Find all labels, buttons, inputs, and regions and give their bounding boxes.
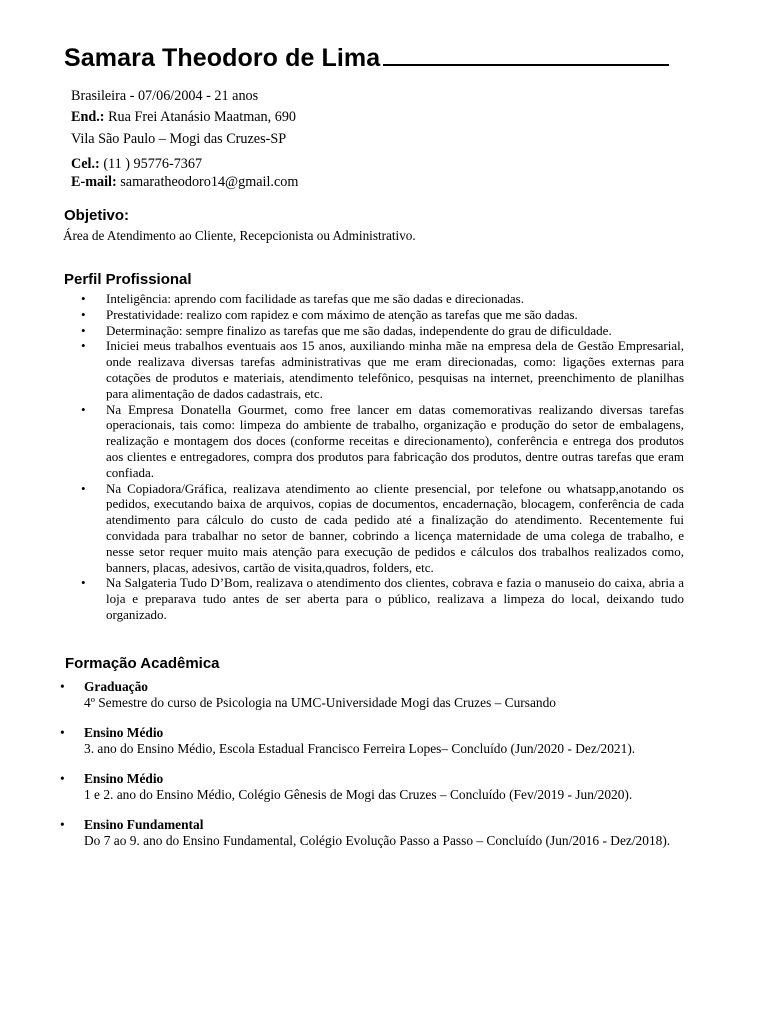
profile-item: • Iniciei meus trabalhos eventuais aos 15 anos, auxiliando minha mãe na empresa dela de Gestão Empresarial, onde realizava diversas tarefas administrativas que me eram direcionadas, como: ligações externas para cotações de produtos e materiais, atendimento telefônico, pesquisas na internet, preenchimento de planilhas para alimentação de dados cadastrais, etc. xyxy=(61,338,684,401)
email-label: E-mail: xyxy=(71,174,117,190)
resume-name-heading xyxy=(64,44,669,73)
bullet-icon: • xyxy=(60,817,65,832)
education-desc: 4º Semestre do curso de Psicologia na UMC-Universidade Mogi das Cruzes – Cursando xyxy=(84,695,557,710)
education-heading: Formação Acadêmica xyxy=(65,655,220,672)
education-title: Ensino Médio xyxy=(84,725,164,740)
name-text: Samara Theodoro de Lima xyxy=(64,44,381,72)
bullet-icon: • xyxy=(60,679,65,694)
address-line xyxy=(71,108,296,126)
address-value: Rua Frei Atanásio Maatman, 690 xyxy=(108,109,297,125)
profile-item: • Na Salgateria Tudo D’Bom, realizava o atendimento dos clientes, cobrava e fazia o manuseio do caixa, abria a loja e preparava tudo antes de ser aberta para o público, realizava a limpeza do local, deixando tudo organizado. xyxy=(61,575,684,622)
profile-item: • Determinação: sempre finalizo as tarefas que me são dadas, independente do grau de dificuldade. xyxy=(61,323,684,339)
education-desc: Do 7 ao 9. ano do Ensino Fundamental, Colégio Evolução Passo a Passo – Concluído (Jun/2016 - Dez/2018). xyxy=(84,833,671,848)
profile-item: • Na Empresa Donatella Gourmet, como free lancer em datas comemorativas realizando diversas tarefas operacionais, tais como: limpeza do ambiente de trabalho, organização e produção do setor de embalagens, realização e montagem dos doces (conforme receitas e direcionamento), conferência e entrega dos produtos aos clientes e entregadores, compra dos produtos para fabricação dos produtos, dentre outras tarefas que eram confiada. xyxy=(61,402,684,481)
bullet-icon: • xyxy=(60,725,65,740)
email-value: samaratheodoro14@gmail.com xyxy=(120,174,299,190)
city-line: Vila São Paulo – Mogi das Cruzes-SP xyxy=(71,131,287,147)
objective-heading: Objetivo: xyxy=(64,207,130,224)
objective-text: Área de Atendimento ao Cliente, Recepcionista ou Administrativo. xyxy=(63,228,416,243)
personal-info-line: Brasileira - 07/06/2004 - 21 anos xyxy=(71,88,259,104)
education-title: Graduação xyxy=(84,679,148,694)
profile-heading: Perfil Profissional xyxy=(64,271,192,288)
education-title: Ensino Médio xyxy=(84,771,164,786)
education-title: Ensino Fundamental xyxy=(84,817,204,832)
education-desc: 1 e 2. ano do Ensino Médio, Colégio Gênesis de Mogi das Cruzes – Concluído (Fev/2019 - Jun/2020). xyxy=(84,787,633,802)
profile-list xyxy=(61,291,684,623)
email-line xyxy=(71,173,298,191)
education-desc: 3. ano do Ensino Médio, Escola Estadual Francisco Ferreira Lopes– Concluído (Jun/2020 - Dez/2021). xyxy=(84,741,636,756)
phone-value: (11 ) 95776-7367 xyxy=(103,156,203,172)
phone-label: Cel.: xyxy=(71,156,100,172)
name-underline xyxy=(383,64,669,66)
profile-item: • Prestatividade: realizo com rapidez e com máximo de atenção as tarefas que me são dadas. xyxy=(61,307,684,323)
bullet-icon: • xyxy=(60,771,65,786)
profile-item: • Na Copiadora/Gráfica, realizava atendimento ao cliente presencial, por telefone ou whatsapp,anotando os pedidos, executando baixa de arquivos, copias de documentos, encadernação, blocagem, conferência de cada atendimento para cálculo do custo de cada pedido até a finalização do atendimento. Recentemente fui convidada para trabalhar no setor de banner, cobrindo a licença maternidade de uma colega de trabalho, e nesse setor requer muito mais atenção para execução de pedidos e cálculos dos trabalhos realizados como, banners, placas, adesivos, cartão de visita,quadros, folders, etc. xyxy=(61,481,684,576)
profile-item: • Inteligência: aprendo com facilidade as tarefas que me são dadas e direcionadas. xyxy=(61,291,684,307)
address-label: End.: xyxy=(71,109,105,125)
phone-line xyxy=(71,155,202,173)
